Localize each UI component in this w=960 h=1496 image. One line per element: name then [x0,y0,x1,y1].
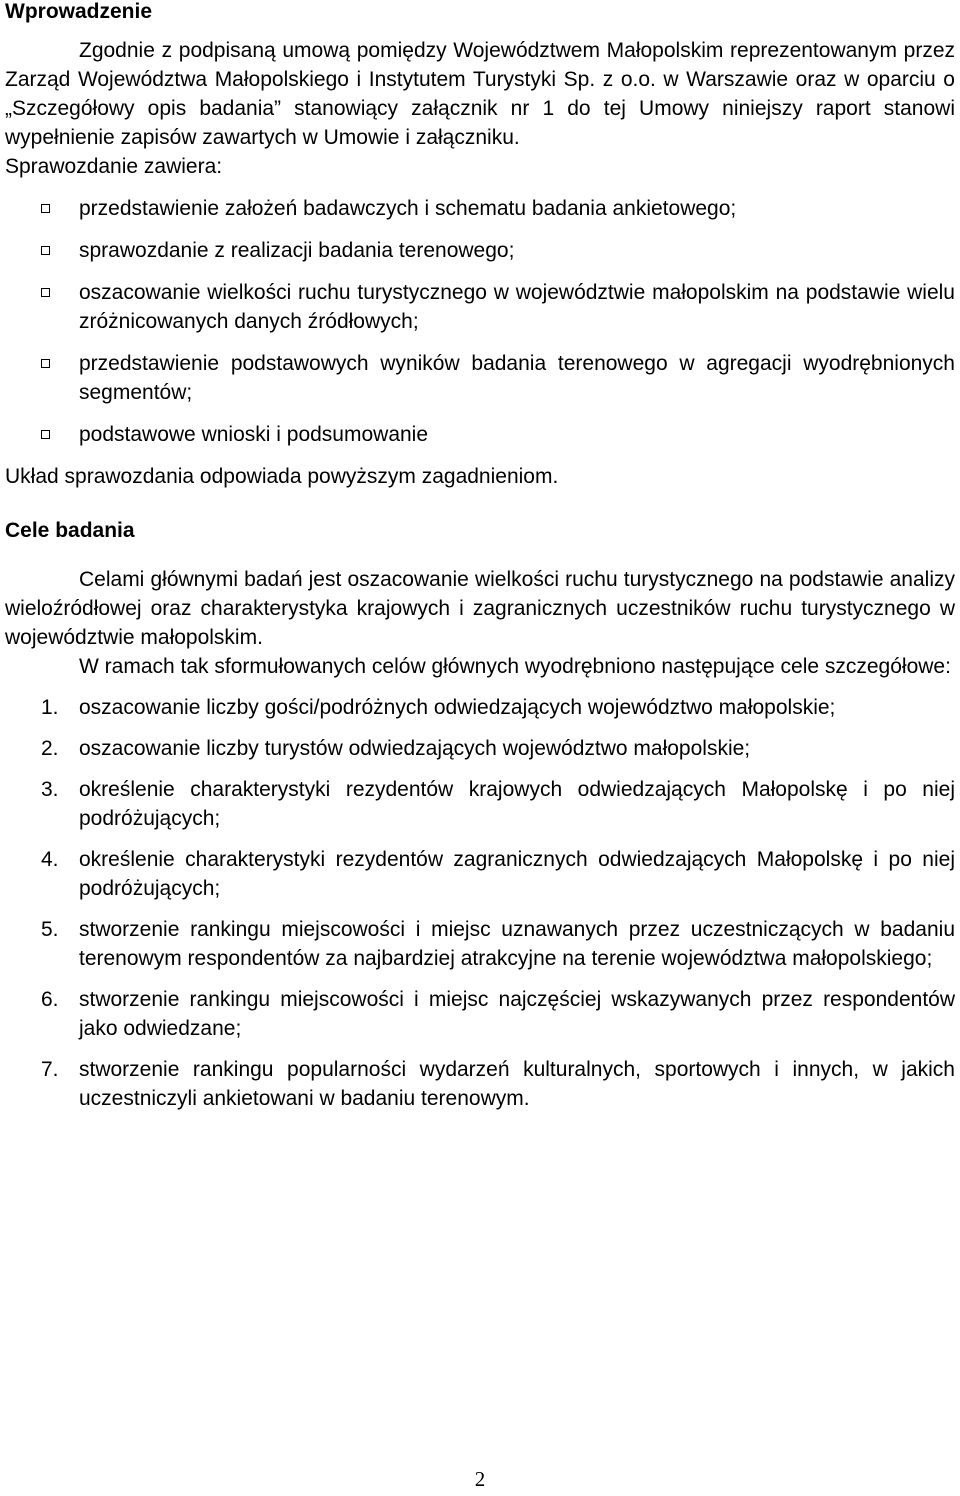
list-item-number: 1. [41,696,59,719]
list-item-text: oszacowanie liczby gości/podróżnych odwiedzających województwo małopolskie; [79,696,836,719]
list-item-text: przedstawienie założeń badawczych i schematu badania ankietowego; [79,197,737,220]
list-item-text: oszacowanie liczby turystów odwiedzających województwo małopolskie; [79,737,751,760]
list-item-number: 6. [41,988,59,1011]
section-heading-goals: Cele badania [5,519,135,542]
list-item-number: 5. [41,918,59,941]
list-item-number: 2. [41,737,59,760]
document-page [5,0,955,1496]
detailed-goals-list [5,693,955,1113]
list-item-text: stworzenie rankingu miejscowości i miejsc uznawanych przez uczestniczących w badaniu terenowym respondentów za najbardziej atrakcyjne na terenie województwa małopolskiego; [79,918,955,970]
list-item-number: 7. [41,1058,59,1081]
contents-list [5,194,955,449]
list-item [5,349,955,407]
section-heading-intro: Wprowadzenie [5,0,153,23]
list-item-text: określenie charakterystyki rezydentów zagranicznych odwiedzających Małopolskę i po niej podróżujących; [79,848,955,900]
list-item [5,775,955,833]
list-item-text: określenie charakterystyki rezydentów krajowych odwiedzających Małopolskę i po niej podróżujących; [79,778,955,830]
list-item [5,420,955,449]
list-item-text: podstawowe wnioski i podsumowanie [79,423,429,446]
list-item [5,693,955,722]
list-item [5,1055,955,1113]
contents-label: Sprawozdanie zawiera: [5,155,223,178]
page-number: 2 [474,1467,486,1491]
detail-goals-intro: W ramach tak sformułowanych celów głównych wyodrębniono następujące cele szczegółowe: [79,655,951,678]
checkbox-bullet-icon [41,246,50,255]
list-item [5,845,955,903]
list-item-text: oszacowanie wielkości ruchu turystycznego w województwie małopolskim na podstawie wielu zróżnicowanych danych źródłowych; [79,281,955,333]
list-item [5,236,955,265]
list-item [5,194,955,223]
list-item-number: 3. [41,778,59,801]
list-item-text: przedstawienie podstawowych wyników badania terenowego w agregacji wyodrębnionych segmentów; [79,352,955,404]
list-item [5,915,955,973]
checkbox-bullet-icon [41,430,50,439]
list-item-number: 4. [41,848,59,871]
main-goal-paragraph: Celami głównymi badań jest oszacowanie wielkości ruchu turystycznego na podstawie analizy wieloźródłowej oraz charakterystyka krajowych i zagranicznych uczestników ruchu turystycznego w województwie małopolskim. [5,568,955,649]
layout-note: Układ sprawozdania odpowiada powyższym zagadnieniom. [5,465,559,488]
list-item [5,734,955,763]
checkbox-bullet-icon [41,288,50,297]
list-item [5,278,955,336]
list-item-text: stworzenie rankingu popularności wydarzeń kulturalnych, sportowych i innych, w jakich uczestniczyli ankietowani w badaniu terenowym. [79,1058,955,1110]
list-item-text: sprawozdanie z realizacji badania terenowego; [79,239,515,262]
list-item [5,985,955,1043]
list-item-text: stworzenie rankingu miejscowości i miejsc najczęściej wskazywanych przez respondentów jako odwiedzane; [79,988,955,1040]
checkbox-bullet-icon [41,359,50,368]
intro-paragraph: Zgodnie z podpisaną umową pomiędzy Województwem Małopolskim reprezentowanym przez Zarząd Województwa Małopolskiego i Instytutem Turystyki Sp. z o.o. w Warszawie oraz w oparciu o „Szczegółowy opis badania” stanowiący załącznik nr 1 do tej Umowy niniejszy raport stanowi wypełnienie zapisów zawartych w Umowie i załączniku. [5,39,955,149]
checkbox-bullet-icon [41,204,50,213]
